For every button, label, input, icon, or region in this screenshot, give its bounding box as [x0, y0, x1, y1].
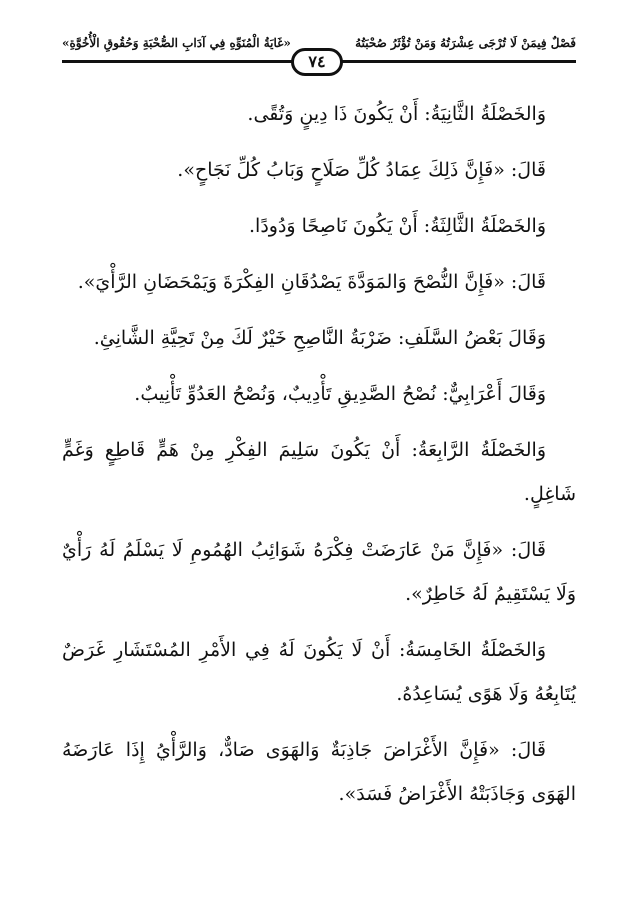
paragraph: وَقَالَ أَعْرَابِيٌّ: نُصْحُ الصَّدِيقِ تَأْدِيبٌ، وَنُصْحُ العَدُوِّ تَأْنِيبٌ. [134, 383, 546, 405]
book-title: «غَايَةُ الْمُنَوِّهِ فِي آدَابِ الصُّحْبَةِ وَحُقُوقِ الْأُخُوَّةِ» [62, 36, 291, 50]
paragraph: وَالخَصْلَةُ الرَّابِعَةُ: أَنْ يَكُونَ سَلِيمَ الفِكْرِ مِنْ هَمٍّ قَاطِعٍ وَغَمٍّ شَاغِلٍ. [62, 439, 576, 505]
paragraph: وَالخَصْلَةُ الخَامِسَةُ: أَنْ لَا يَكُونَ لَهُ فِي الأَمْرِ المُسْتَشَارِ غَرَضٌ يُتَابِعُهُ وَلَا هَوًى يُسَاعِدُهُ. [62, 639, 576, 705]
page-body [62, 92, 576, 828]
paragraph: قَالَ: «فَإِنَّ الأَغْرَاضَ جَاذِبَةٌ وَالهَوَى صَادٌّ، وَالرَّأْيُ إِذَا عَارَضَهُ الهَوَى وَجَاذَبَتْهُ الأَغْرَاضُ فَسَدَ». [62, 739, 576, 805]
paragraph: وَالخَصْلَةُ الثَّانِيَةُ: أَنْ يَكُونَ ذَا دِينٍ وَتُقًى. [247, 103, 546, 125]
paragraph: قَالَ: «فَإِنَّ مَنْ عَارَضَتْ فِكْرَهُ شَوَائِبُ الهُمُومِ لَا يَسْلَمُ لَهُ رَأْيٌ وَلَا يَسْتَقِيمُ لَهُ خَاطِرٌ». [62, 539, 576, 605]
paragraph: وَقَالَ بَعْضُ السَّلَفِ: ضَرْبَةُ النَّاصِحِ خَيْرٌ لَكَ مِنْ تَحِيَّةِ الشَّانِئِ. [93, 327, 546, 349]
chapter-title: فَصْلٌ فِيمَنْ لَا تُرْجَى عِشْرَتُهُ وَمَنْ تُؤْثَرُ صُحْبَتُهُ [355, 36, 576, 50]
paragraph: قَالَ: «فَإِنَّ ذَلِكَ عِمَادُ كُلِّ صَلَاحٍ وَبَابُ كُلِّ نَجَاحٍ». [177, 159, 546, 181]
page-number-wrapper [0, 48, 634, 76]
page-number: ٧٤ [291, 48, 342, 76]
paragraph: وَالخَصْلَةُ الثَّالِثَةُ: أَنْ يَكُونَ نَاصِحًا وَدُودًا. [249, 215, 546, 237]
paragraph: قَالَ: «فَإِنَّ النُّصْحَ وَالمَوَدَّةَ يَصْدُقَانِ الفِكْرَةَ وَيَمْحَضَانِ الرَّأْيَ». [77, 271, 546, 293]
